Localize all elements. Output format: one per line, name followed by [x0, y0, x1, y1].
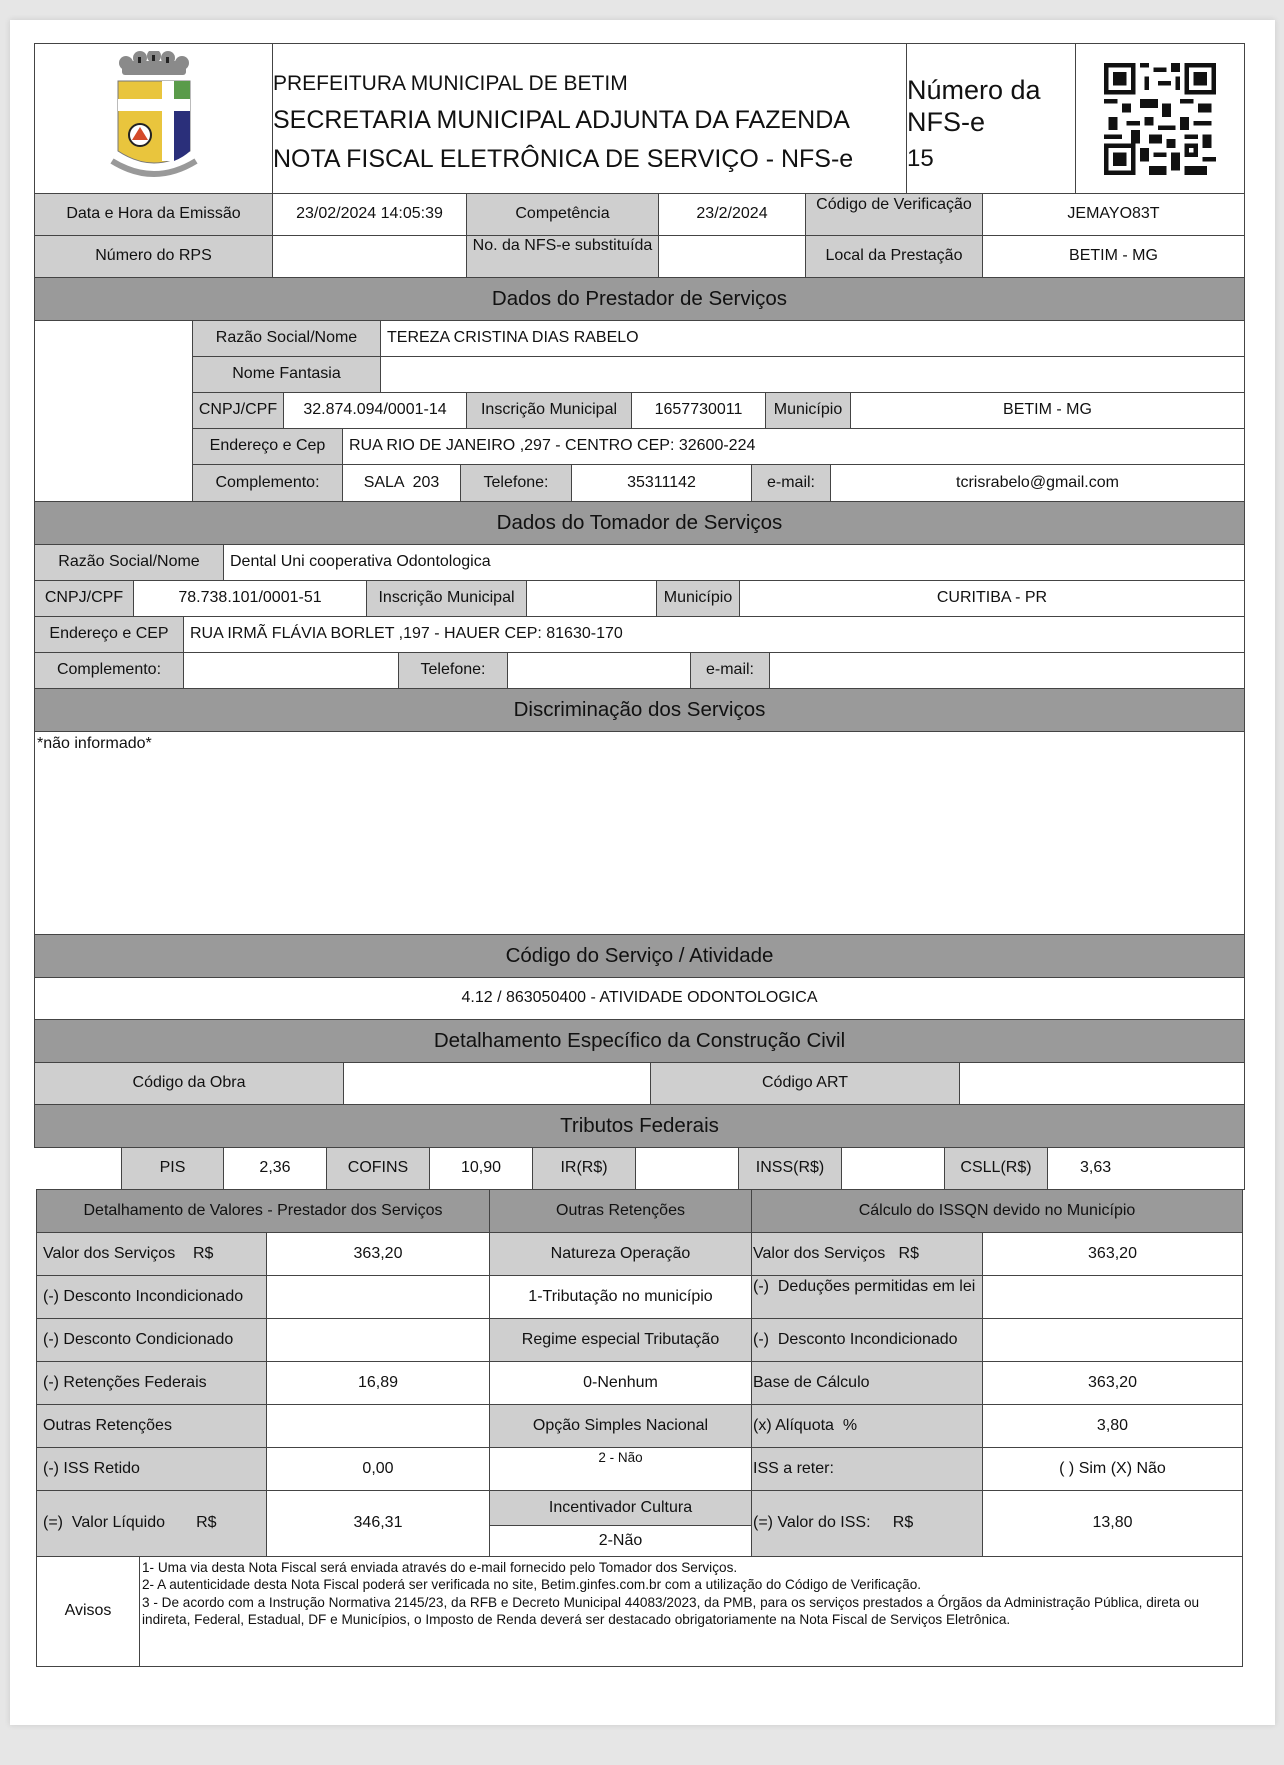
issqn-title: Cálculo do ISSQN devido no Município	[751, 1189, 1243, 1233]
incentivador-cultura-value: 2-Não	[489, 1525, 752, 1557]
prestador-endereco-label: Endereço e Cep	[192, 428, 343, 465]
prestador-telefone-label: Telefone:	[460, 464, 572, 502]
document-page	[10, 20, 1275, 1725]
discriminacao-section-title: Discriminação dos Serviços	[34, 688, 1245, 732]
prefeitura-title: PREFEITURA MUNICIPAL DE BETIM	[273, 71, 628, 95]
aviso-line: 1- Uma via desta Nota Fiscal será enviada através do e-mail fornecido pelo Tomador dos Serviços.	[142, 1560, 738, 1575]
csll-value: 3,63	[1047, 1147, 1245, 1190]
regime-especial-label: Regime especial Tributação	[489, 1318, 752, 1362]
prestador-email-value[interactable]: tcrisrabelo@gmail.com	[830, 464, 1245, 502]
prestador-im-label: Inscrição Municipal	[466, 392, 632, 429]
emissao-label: Data e Hora da Emissão	[34, 193, 273, 236]
tomador-im-value	[526, 580, 657, 617]
incentivador-cultura-label: Incentivador Cultura	[489, 1490, 752, 1526]
emissao-value: 23/02/2024 14:05:39	[272, 193, 467, 236]
tomador-telefone-value	[507, 652, 691, 689]
nfse-number-cell	[906, 43, 1076, 194]
valores-right-row-label: Valor dos Serviços R$	[751, 1232, 983, 1276]
qr-code-icon	[1104, 63, 1216, 175]
prestador-section-title: Dados do Prestador de Serviços	[34, 277, 1245, 321]
valores-right-row-value: 363,20	[982, 1361, 1243, 1405]
tomador-email-label: e-mail:	[690, 652, 770, 689]
valores-left-row-label: Outras Retenções	[36, 1404, 267, 1448]
rps-value	[272, 235, 467, 278]
valores-prestador-title: Detalhamento de Valores - Prestador dos Serviços	[36, 1189, 490, 1233]
valores-left-row-label: (=) Valor Líquido R$	[36, 1490, 267, 1557]
nfse-number-label: Número da	[907, 75, 1041, 106]
cofins-label: COFINS	[326, 1147, 430, 1190]
tomador-im-label: Inscrição Municipal	[366, 580, 527, 617]
natureza-operacao-label: Natureza Operação	[489, 1232, 752, 1276]
nfse-substituida-value	[658, 235, 806, 278]
valores-right-row-value	[982, 1275, 1243, 1319]
cofins-value: 10,90	[429, 1147, 533, 1190]
prestador-endereco-value: RUA RIO DE JANEIRO ,297 - CENTRO CEP: 32600-224	[342, 428, 1245, 465]
outras-retencoes-title: Outras Retenções	[489, 1189, 752, 1233]
tomador-cnpj-value: 78.738.101/0001-51	[133, 580, 367, 617]
pis-value: 2,36	[223, 1147, 327, 1190]
prestador-razao-value: TEREZA CRISTINA DIAS RABELO	[380, 320, 1245, 357]
avisos-label: Avisos	[36, 1556, 140, 1667]
rps-label: Número do RPS	[34, 235, 273, 278]
prestador-telefone-value: 35311142	[571, 464, 752, 502]
prestador-razao-label: Razão Social/Nome	[192, 320, 381, 357]
natureza-operacao-value: 1-Tributação no município	[489, 1275, 752, 1319]
valores-left-row-label: Valor dos Serviços R$	[36, 1232, 267, 1276]
valores-left-row-value: 16,89	[266, 1361, 490, 1405]
valores-left-row-label: (-) Desconto Condicionado	[36, 1318, 267, 1362]
codigo-art-label: Código ART	[650, 1062, 960, 1105]
valores-left-row-value: 363,20	[266, 1232, 490, 1276]
valores-left-row-value	[266, 1318, 490, 1362]
prestador-municipio-label: Município	[765, 392, 851, 429]
valores-left-row-value: 0,00	[266, 1447, 490, 1491]
valores-right-row-label: ISS a reter:	[751, 1447, 983, 1491]
ir-label: IR(R$)	[532, 1147, 636, 1190]
valores-left-row-label: (-) ISS Retido	[36, 1447, 267, 1491]
prestador-fantasia-label: Nome Fantasia	[192, 356, 381, 393]
prestador-fantasia-value	[380, 356, 1245, 393]
tomador-telefone-label: Telefone:	[398, 652, 508, 689]
prestador-cnpj-label: CNPJ/CPF	[192, 392, 284, 429]
pis-label: PIS	[121, 1147, 224, 1190]
prestador-cnpj-value: 32.874.094/0001-14	[283, 392, 467, 429]
competencia-value: 23/2/2024	[658, 193, 806, 236]
tomador-razao-value: Dental Uni cooperativa Odontologica	[223, 544, 1245, 581]
aviso-line[interactable]: 2- A autenticidade desta Nota Fiscal poderá ser verificada no site, Betim.ginfes.com.br com a utilização do Código de Verificação.	[142, 1577, 922, 1593]
prestador-im-value: 1657730011	[631, 392, 766, 429]
valores-right-row-value: 13,80	[982, 1490, 1243, 1557]
logo-cell	[34, 43, 273, 194]
tributos-section-title: Tributos Federais	[34, 1104, 1245, 1148]
servico-section-title: Código do Serviço / Atividade	[34, 934, 1245, 978]
construcao-section-title: Detalhamento Específico da Construção Civil	[34, 1019, 1245, 1063]
inss-label: INSS(R$)	[738, 1147, 842, 1190]
tomador-complemento-label: Complemento:	[34, 652, 184, 689]
prestador-logo-space	[34, 320, 193, 502]
competencia-label: Competência	[466, 193, 659, 236]
valores-right-row-label: Base de Cálculo	[751, 1361, 983, 1405]
codigo-verificacao-value: JEMAYO83T	[982, 193, 1245, 236]
qr-cell	[1075, 43, 1245, 194]
tomador-cnpj-label: CNPJ/CPF	[34, 580, 134, 617]
nfse-number-label-2: NFS-e	[907, 107, 986, 138]
valores-right-row-label: (x) Alíquota %	[751, 1404, 983, 1448]
valores-right-row-value: ( ) Sim (X) Não	[982, 1447, 1243, 1491]
codigo-verificacao-label: Código de Verificação	[805, 193, 983, 236]
discriminacao-text: *não informado*	[34, 731, 1245, 935]
regime-especial-value: 0-Nenhum	[489, 1361, 752, 1405]
valores-left-row-value	[266, 1404, 490, 1448]
valores-right-row-label: (=) Valor do ISS: R$	[751, 1490, 983, 1557]
aviso-line: 3 - De acordo com a Instrução Normativa 2145/23, da RFB e Decreto Municipal 44083/2023, da PMB, para os serviços prestados a Órgãos da Administração Pública, direta ou indireta, Federal, Estadual, DF e Municípios, o Imposto de Renda deverá ser destacado obrigatoriamente na Nota Fiscal de Serviços Eletrônica.	[142, 1594, 1200, 1628]
prestador-email-label: e-mail:	[751, 464, 831, 502]
codigo-art-value	[959, 1062, 1245, 1105]
codigo-obra-label: Código da Obra	[34, 1062, 344, 1105]
tomador-endereco-value: RUA IRMÃ FLÁVIA BORLET ,197 - HAUER CEP: 81630-170	[183, 616, 1245, 653]
local-prestacao-value: BETIM - MG	[982, 235, 1245, 278]
prestador-complemento-label: Complemento:	[192, 464, 343, 502]
servico-value: 4.12 / 863050400 - ATIVIDADE ODONTOLOGICA	[34, 977, 1245, 1020]
document-title: NOTA FISCAL ELETRÔNICA DE SERVIÇO - NFS-e	[273, 144, 854, 173]
valores-right-row-label: (-) Desconto Incondicionado	[751, 1318, 983, 1362]
nfse-number: 15	[907, 145, 934, 173]
tomador-endereco-label: Endereço e CEP	[34, 616, 184, 653]
codigo-obra-value	[343, 1062, 651, 1105]
valores-left-row-label: (-) Retenções Federais	[36, 1361, 267, 1405]
valores-right-row-label: (-) Deduções permitidas em lei	[751, 1275, 983, 1319]
tomador-municipio-label: Município	[656, 580, 740, 617]
prestador-municipio-value: BETIM - MG	[850, 392, 1245, 429]
csll-label: CSLL(R$)	[944, 1147, 1048, 1190]
simples-nacional-value: 2 - Não	[489, 1447, 752, 1491]
inss-value	[841, 1147, 945, 1190]
avisos-text	[139, 1556, 1243, 1667]
valores-right-row-value	[982, 1318, 1243, 1362]
local-prestacao-label: Local da Prestação	[805, 235, 983, 278]
valores-right-row-value: 3,80	[982, 1404, 1243, 1448]
tomador-complemento-value	[183, 652, 399, 689]
header-title-cell	[272, 43, 907, 194]
prestador-complemento-value: SALA 203	[342, 464, 461, 502]
tomador-section-title: Dados do Tomador de Serviços	[34, 501, 1245, 545]
coat-of-arms-icon	[104, 51, 204, 187]
valores-left-row-value	[266, 1275, 490, 1319]
valores-right-row-value: 363,20	[982, 1232, 1243, 1276]
tomador-razao-label: Razão Social/Nome	[34, 544, 224, 581]
valores-left-row-label: (-) Desconto Incondicionado	[36, 1275, 267, 1319]
ir-value	[635, 1147, 739, 1190]
tomador-municipio-value: CURITIBA - PR	[739, 580, 1245, 617]
nfse-substituida-label: No. da NFS-e substituída	[466, 235, 659, 278]
simples-nacional-label: Opção Simples Nacional	[489, 1404, 752, 1448]
valores-left-row-value: 346,31	[266, 1490, 490, 1557]
nfse-document	[34, 43, 1245, 1666]
secretaria-title: SECRETARIA MUNICIPAL ADJUNTA DA FAZENDA	[273, 105, 850, 134]
tomador-email-value	[769, 652, 1245, 689]
